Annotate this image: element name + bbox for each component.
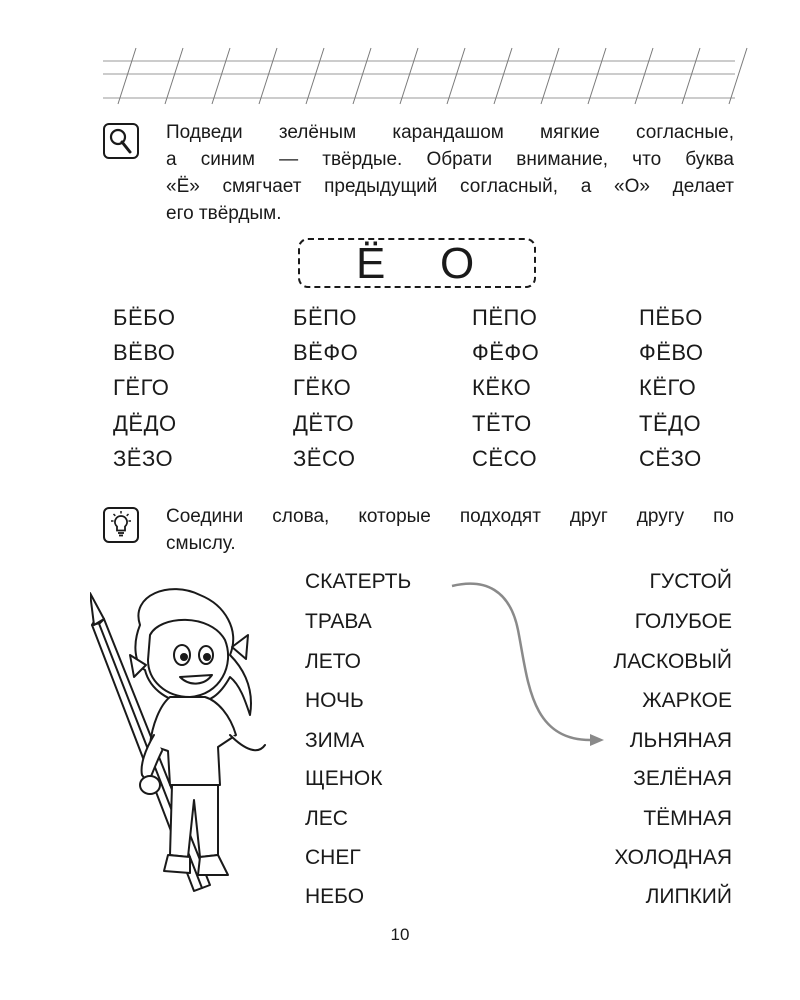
right-word[interactable]: ЛИПКИЙ xyxy=(645,885,732,908)
syllable: СЁЗО xyxy=(639,446,702,471)
slant-guide-line xyxy=(259,48,277,104)
syllable: КЁГО xyxy=(639,375,697,400)
syllable: БЁБО xyxy=(113,305,176,330)
slant-guide-line xyxy=(541,48,559,104)
task1-line: Подведи зелёным карандашом мягкие согласные, xyxy=(166,122,734,143)
slant-guide-line xyxy=(212,48,230,104)
slant-guide-line xyxy=(353,48,371,104)
task2-line: смыслу. xyxy=(166,533,236,554)
left-word[interactable]: ЛЕС xyxy=(305,807,348,830)
slant-guide-line xyxy=(447,48,465,104)
magnifier-icon xyxy=(103,123,139,159)
task1-line: «Ё» смягчает предыдущий согласный, а «О» делает xyxy=(166,176,734,197)
syllable: ЗЁЗО xyxy=(113,446,174,471)
right-word[interactable]: ХОЛОДНАЯ xyxy=(614,846,732,869)
slant-guide-line xyxy=(635,48,653,104)
left-word[interactable]: ЛЕТО xyxy=(305,650,362,673)
left-word[interactable]: НОЧЬ xyxy=(305,689,364,712)
syllable: КЁКО xyxy=(472,375,532,400)
left-word[interactable]: ЗИМА xyxy=(305,729,365,752)
syllable: ВЁВО xyxy=(113,340,176,365)
slant-guide-line xyxy=(400,48,418,104)
page-number: 10 xyxy=(390,925,410,944)
girl-with-pencil-illustration xyxy=(90,585,280,895)
right-word[interactable]: ЗЕЛЁНАЯ xyxy=(633,767,732,790)
right-word[interactable]: ЛАСКОВЫЙ xyxy=(613,650,732,673)
syllable: ЗЁСО xyxy=(293,446,356,471)
syllable: БЁПО xyxy=(293,305,358,330)
slant-guide-line xyxy=(165,48,183,104)
slant-guide-line xyxy=(682,48,700,104)
slant-guide-line xyxy=(729,48,747,104)
syllable: ГЁГО xyxy=(113,375,170,400)
letters-frame xyxy=(298,238,536,288)
letter-yo: Ё xyxy=(356,239,386,288)
right-word[interactable]: ЛЬНЯНАЯ xyxy=(629,729,732,752)
task1-line: его твёрдым. xyxy=(166,203,282,224)
left-word[interactable]: СКАТЕРТЬ xyxy=(305,570,412,593)
left-word[interactable]: ТРАВА xyxy=(305,610,372,633)
syllable: ФЁВО xyxy=(639,340,704,365)
right-word[interactable]: ГОЛУБОЕ xyxy=(634,610,732,633)
syllable: СЁСО xyxy=(472,446,538,471)
syllable: ПЁБО xyxy=(639,305,703,330)
left-word[interactable]: СНЕГ xyxy=(305,846,361,869)
right-word[interactable]: ЖАРКОЕ xyxy=(642,689,732,712)
slant-guide-line xyxy=(306,48,324,104)
task1-line: а синим — твёрдые. Обрати внимание, что буква xyxy=(166,149,734,170)
letter-o: О xyxy=(440,239,475,288)
lightbulb-icon xyxy=(103,507,139,543)
syllable: ПЁПО xyxy=(472,305,538,330)
syllable: ДЁТО xyxy=(293,411,355,436)
right-word[interactable]: ТЁМНАЯ xyxy=(643,807,732,830)
syllable: ДЁДО xyxy=(113,411,177,436)
syllable: ВЁФО xyxy=(293,340,359,365)
syllable: ФЁФО xyxy=(472,340,540,365)
syllable: ГЁКО xyxy=(293,375,352,400)
task2-instructions xyxy=(166,503,734,557)
left-word[interactable]: ЩЕНОК xyxy=(305,767,383,790)
right-word[interactable]: ГУСТОЙ xyxy=(649,570,732,593)
task1-instructions xyxy=(166,119,734,227)
syllable: ТЁТО xyxy=(472,411,532,436)
slant-guide-line xyxy=(494,48,512,104)
handwriting-guide-lines xyxy=(0,0,800,120)
slant-guide-line xyxy=(588,48,606,104)
syllable: ТЁДО xyxy=(639,411,702,436)
slant-guide-line xyxy=(118,48,136,104)
task2-line: Соедини слова, которые подходят друг другу по xyxy=(166,506,734,527)
left-word[interactable]: НЕБО xyxy=(305,885,365,908)
